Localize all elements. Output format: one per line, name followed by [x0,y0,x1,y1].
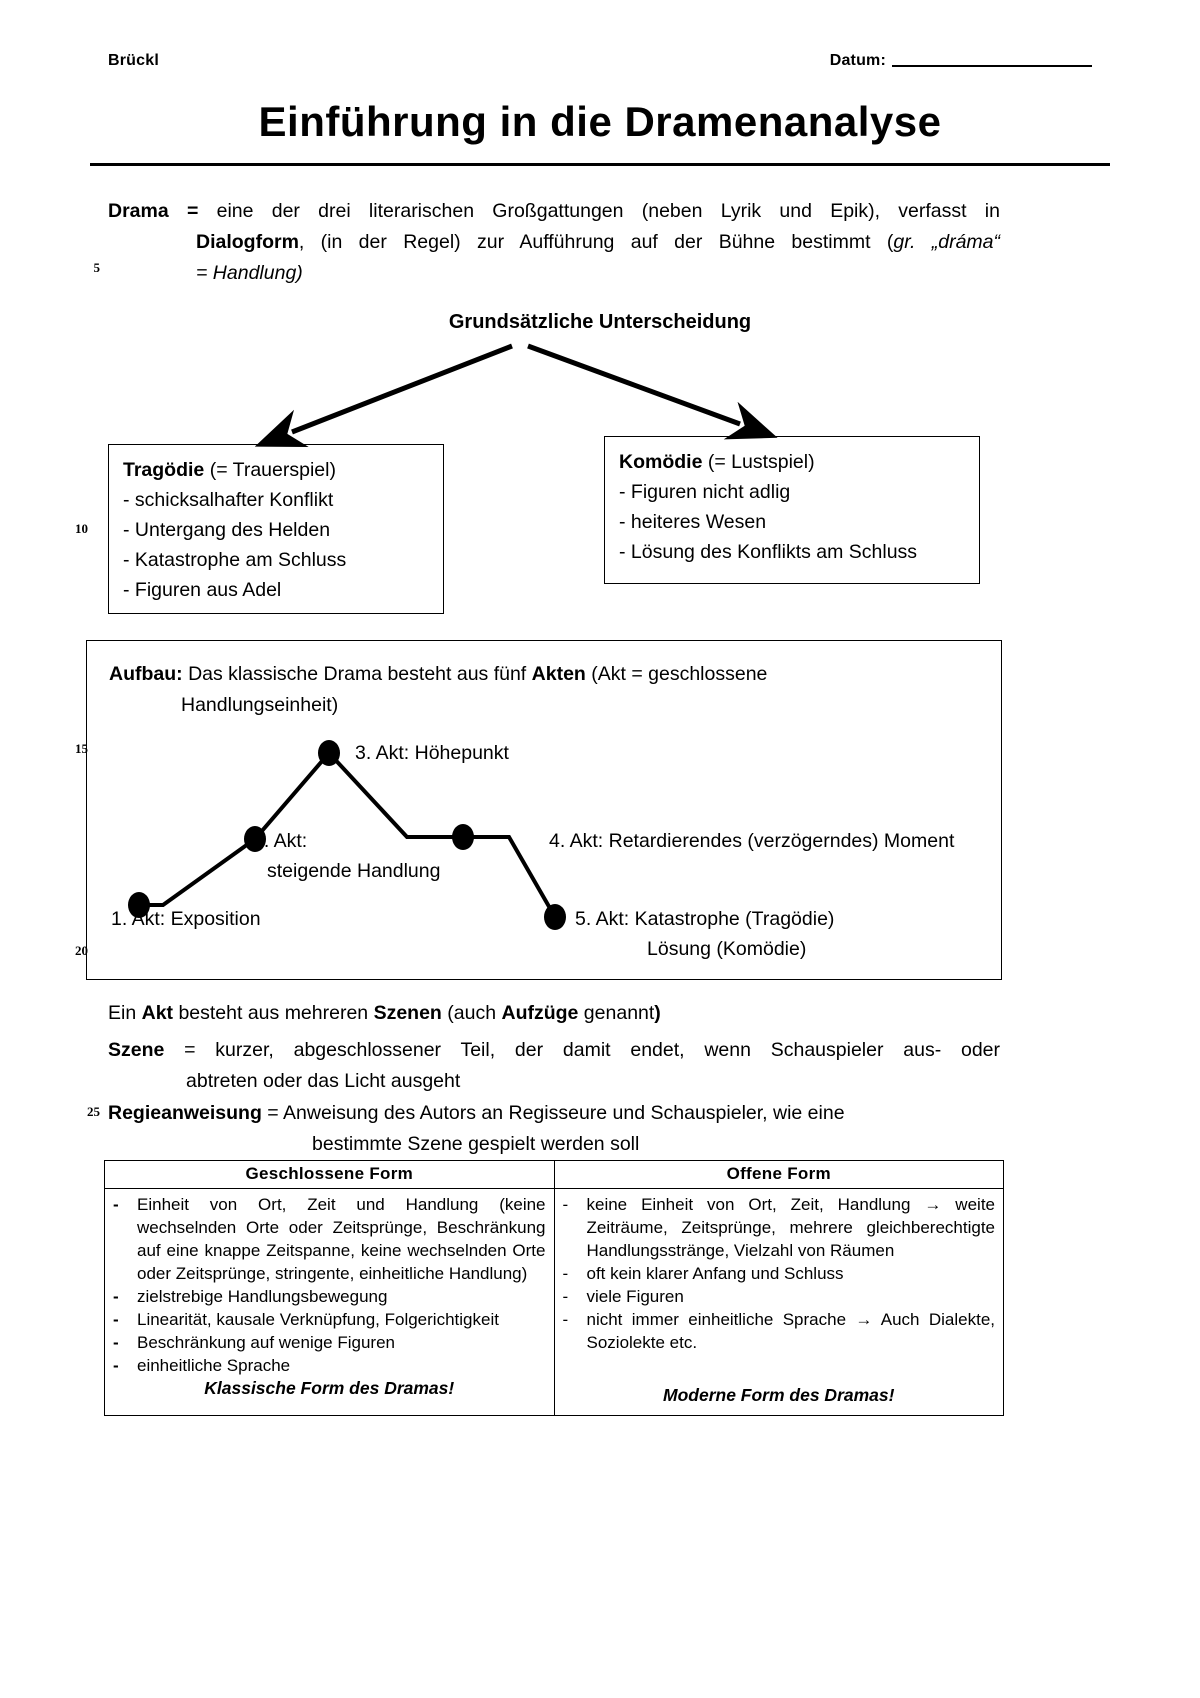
tragoedie-title-rest: (= Trauerspiel) [204,459,336,481]
list-item-text: viele Figuren [586,1287,684,1306]
greek-term: gr. „dráma“ [893,231,1000,253]
list-item: - heiteres Wesen [619,511,767,533]
arc-point-akt5 [544,904,566,930]
column-header-offene-form: Offene Form [554,1161,1004,1189]
list-item: - Figuren aus Adel [123,579,282,601]
list-item-text: Einheit von Ort, Zeit und Handlung (keine wechselnden Orte oder Zeitsprünge, Beschränkung auf eine knappe Zeitspanne, keine wechselnden Orte oder Zeitsprünge, stringente, einheitliche Handlung) [137,1195,546,1283]
geschlossene-form-list [113,1193,546,1377]
list-item: - Katastrophe am Schluss [123,549,347,571]
list-item [563,1262,996,1285]
line-number-25: 25 [87,1104,100,1119]
aufbau-line1: Das klassische Drama besteht aus fünf [182,663,532,685]
offene-form-conclusion: Moderne Form des Dramas! [663,1385,895,1405]
szene-definition-line1 [108,1035,1000,1066]
aufbau-intro [109,659,981,721]
list-item: - Lösung des Konflikts am Schluss [619,541,918,563]
tragoedie-title [123,455,431,485]
regieanweisung-line2: bestimmte Szene gespielt werden soll [312,1133,640,1155]
list-item [563,1308,996,1354]
list-item [113,1331,546,1354]
akt-szenen-sentence [108,998,1000,1029]
table-body [105,1189,1004,1416]
szene-def-text: = kurzer, abgeschlossener Teil, der damit endet, wenn Schauspieler aus- oder [164,1039,1000,1061]
aufzuege-term: Aufzüge [501,1002,579,1024]
bullet-dash: - [113,1356,119,1375]
arc-label-akt5-line2: Lösung (Komödie) [647,938,807,960]
arc-label-akt1: 1. Akt: Exposition [111,908,261,930]
branch-arrows-svg [240,340,780,450]
szene-term: Szene [108,1039,165,1061]
sent-a: Ein [108,1002,142,1024]
branch-heading: Grundsätzliche Unterscheidung [448,311,752,333]
sent-c: (auch [441,1002,502,1024]
branch-arrows [240,340,780,450]
list-item-text: einheitliche Sprache [137,1356,291,1375]
szene-block [108,998,1000,1097]
line-number-5: 5 [93,260,100,275]
regieanweisung-text: = Anweisung des Autors an Regisseure und Schauspieler, wie eine [261,1102,845,1124]
list-item-text: zielstrebige Handlungsbewegung [137,1287,388,1306]
date-blank-line [892,65,1092,67]
arc-point-akt4 [452,824,474,850]
aufbau-line2: Handlungseinheit) [181,694,339,716]
tragoedie-box [108,444,444,614]
cell-offene-form [554,1189,1004,1416]
drama-term: Drama = [108,200,199,222]
dramatic-arc-chart [97,727,993,972]
line-number-20: 20 [75,943,88,958]
arc-label-akt5-line1: 5. Akt: Katastrophe (Tragödie) [575,908,835,930]
offene-form-list [563,1193,996,1354]
aufbau-label: Aufbau: [109,663,183,685]
arc-label-akt2-line1: 2. Akt: [253,830,308,852]
arc-label-akt4: 4. Akt: Retardierendes (verzögerndes) Moment [549,830,955,852]
drama-definition [108,196,1000,289]
list-item-text: oft kein klarer Anfang und Schluss [586,1264,844,1283]
table-header-row [105,1161,1004,1189]
list-item [563,1193,996,1262]
komoedie-box [604,436,980,584]
komoedie-title-bold: Komödie [619,451,703,473]
szene-definition-line2: abtreten oder das Licht ausgeht [186,1070,461,1092]
arrow-to-komoedie [528,346,740,424]
bullet-dash: - [562,1287,569,1306]
regieanweisung-line1 [108,1098,1000,1129]
drama-line1: eine der drei literarischen Großgattungen (neben Lyrik und Epik), verfasst in [198,200,1000,222]
list-item [563,1285,996,1308]
bullet-dash: - [113,1195,119,1214]
drama-line3: = Handlung) [196,262,303,284]
sent-b: besteht aus mehreren [173,1002,374,1024]
komoedie-title-rest: (= Lustspiel) [702,451,815,473]
szenen-term: Szenen [373,1002,442,1024]
list-item [113,1285,546,1308]
komoedie-list [619,477,967,567]
regieanweisung-block [108,1098,1000,1160]
list-item [113,1354,546,1377]
page-header [108,52,1092,70]
arc-label-akt3: 3. Akt: Höhepunkt [355,742,509,764]
aufbau-box [86,640,1002,980]
regieanweisung-term: Regieanweisung [108,1102,262,1124]
bullet-dash: - [562,1264,569,1283]
tragoedie-title-bold: Tragödie [123,459,205,481]
arc-point-akt3 [318,740,340,766]
list-item-text: keine Einheit von Ort, Zeit, Handlung → weite Zeiträume, Zeitsprünge, mehrere gleichberechtigte Handlungsstränge, Vielzahl von Räumen [586,1195,995,1260]
tragoedie-list [123,485,431,605]
author-name: Brückl [108,52,159,69]
list-item-text: nicht immer einheitliche Sprache → Auch Dialekte, Soziolekte etc. [586,1310,995,1352]
date-field [830,52,1092,70]
bullet-dash: - [113,1333,119,1352]
date-label: Datum: [829,52,886,69]
page-title: Einführung in die Dramenanalyse [258,98,942,145]
arc-label-akt2-line2: steigende Handlung [267,860,441,882]
column-header-geschlossene-form: Geschlossene Form [105,1161,555,1189]
form-comparison-table [104,1160,1004,1416]
dialogform-term: Dialogform [196,231,299,253]
list-item: - Figuren nicht adlig [619,481,791,503]
list-item [113,1193,546,1285]
list-item-text: Linearität, kausale Verknüpfung, Folgerichtigkeit [137,1310,499,1329]
komoedie-title [619,447,967,477]
bullet-dash: - [113,1310,119,1329]
list-item: - schicksalhafter Konflikt [123,489,334,511]
sent-e: ) [654,1002,661,1024]
akt-term: Akt [141,1002,174,1024]
bullet-dash: - [562,1310,569,1329]
arc-line [139,753,555,917]
title-divider [90,163,1110,166]
arrow-to-tragoedie [292,346,512,432]
geschlossene-form-conclusion: Klassische Form des Dramas! [204,1378,455,1398]
bullet-dash: - [562,1195,569,1214]
aufbau-line1-rest: (Akt = geschlossene [585,663,768,685]
line-number-15: 15 [75,741,88,756]
line-number-10: 10 [75,521,88,536]
cell-geschlossene-form [105,1189,555,1416]
table-head [105,1161,1004,1189]
sent-d: genannt [578,1002,655,1024]
table-row [105,1189,1004,1416]
drama-line2: , (in der Regel) zur Aufführung auf der Bühne bestimmt ( [298,231,894,253]
akten-term: Akten [531,663,586,685]
list-item [113,1308,546,1331]
list-item-text: Beschränkung auf wenige Figuren [137,1333,395,1352]
list-item: - Untergang des Helden [123,519,331,541]
bullet-dash: - [113,1287,119,1306]
